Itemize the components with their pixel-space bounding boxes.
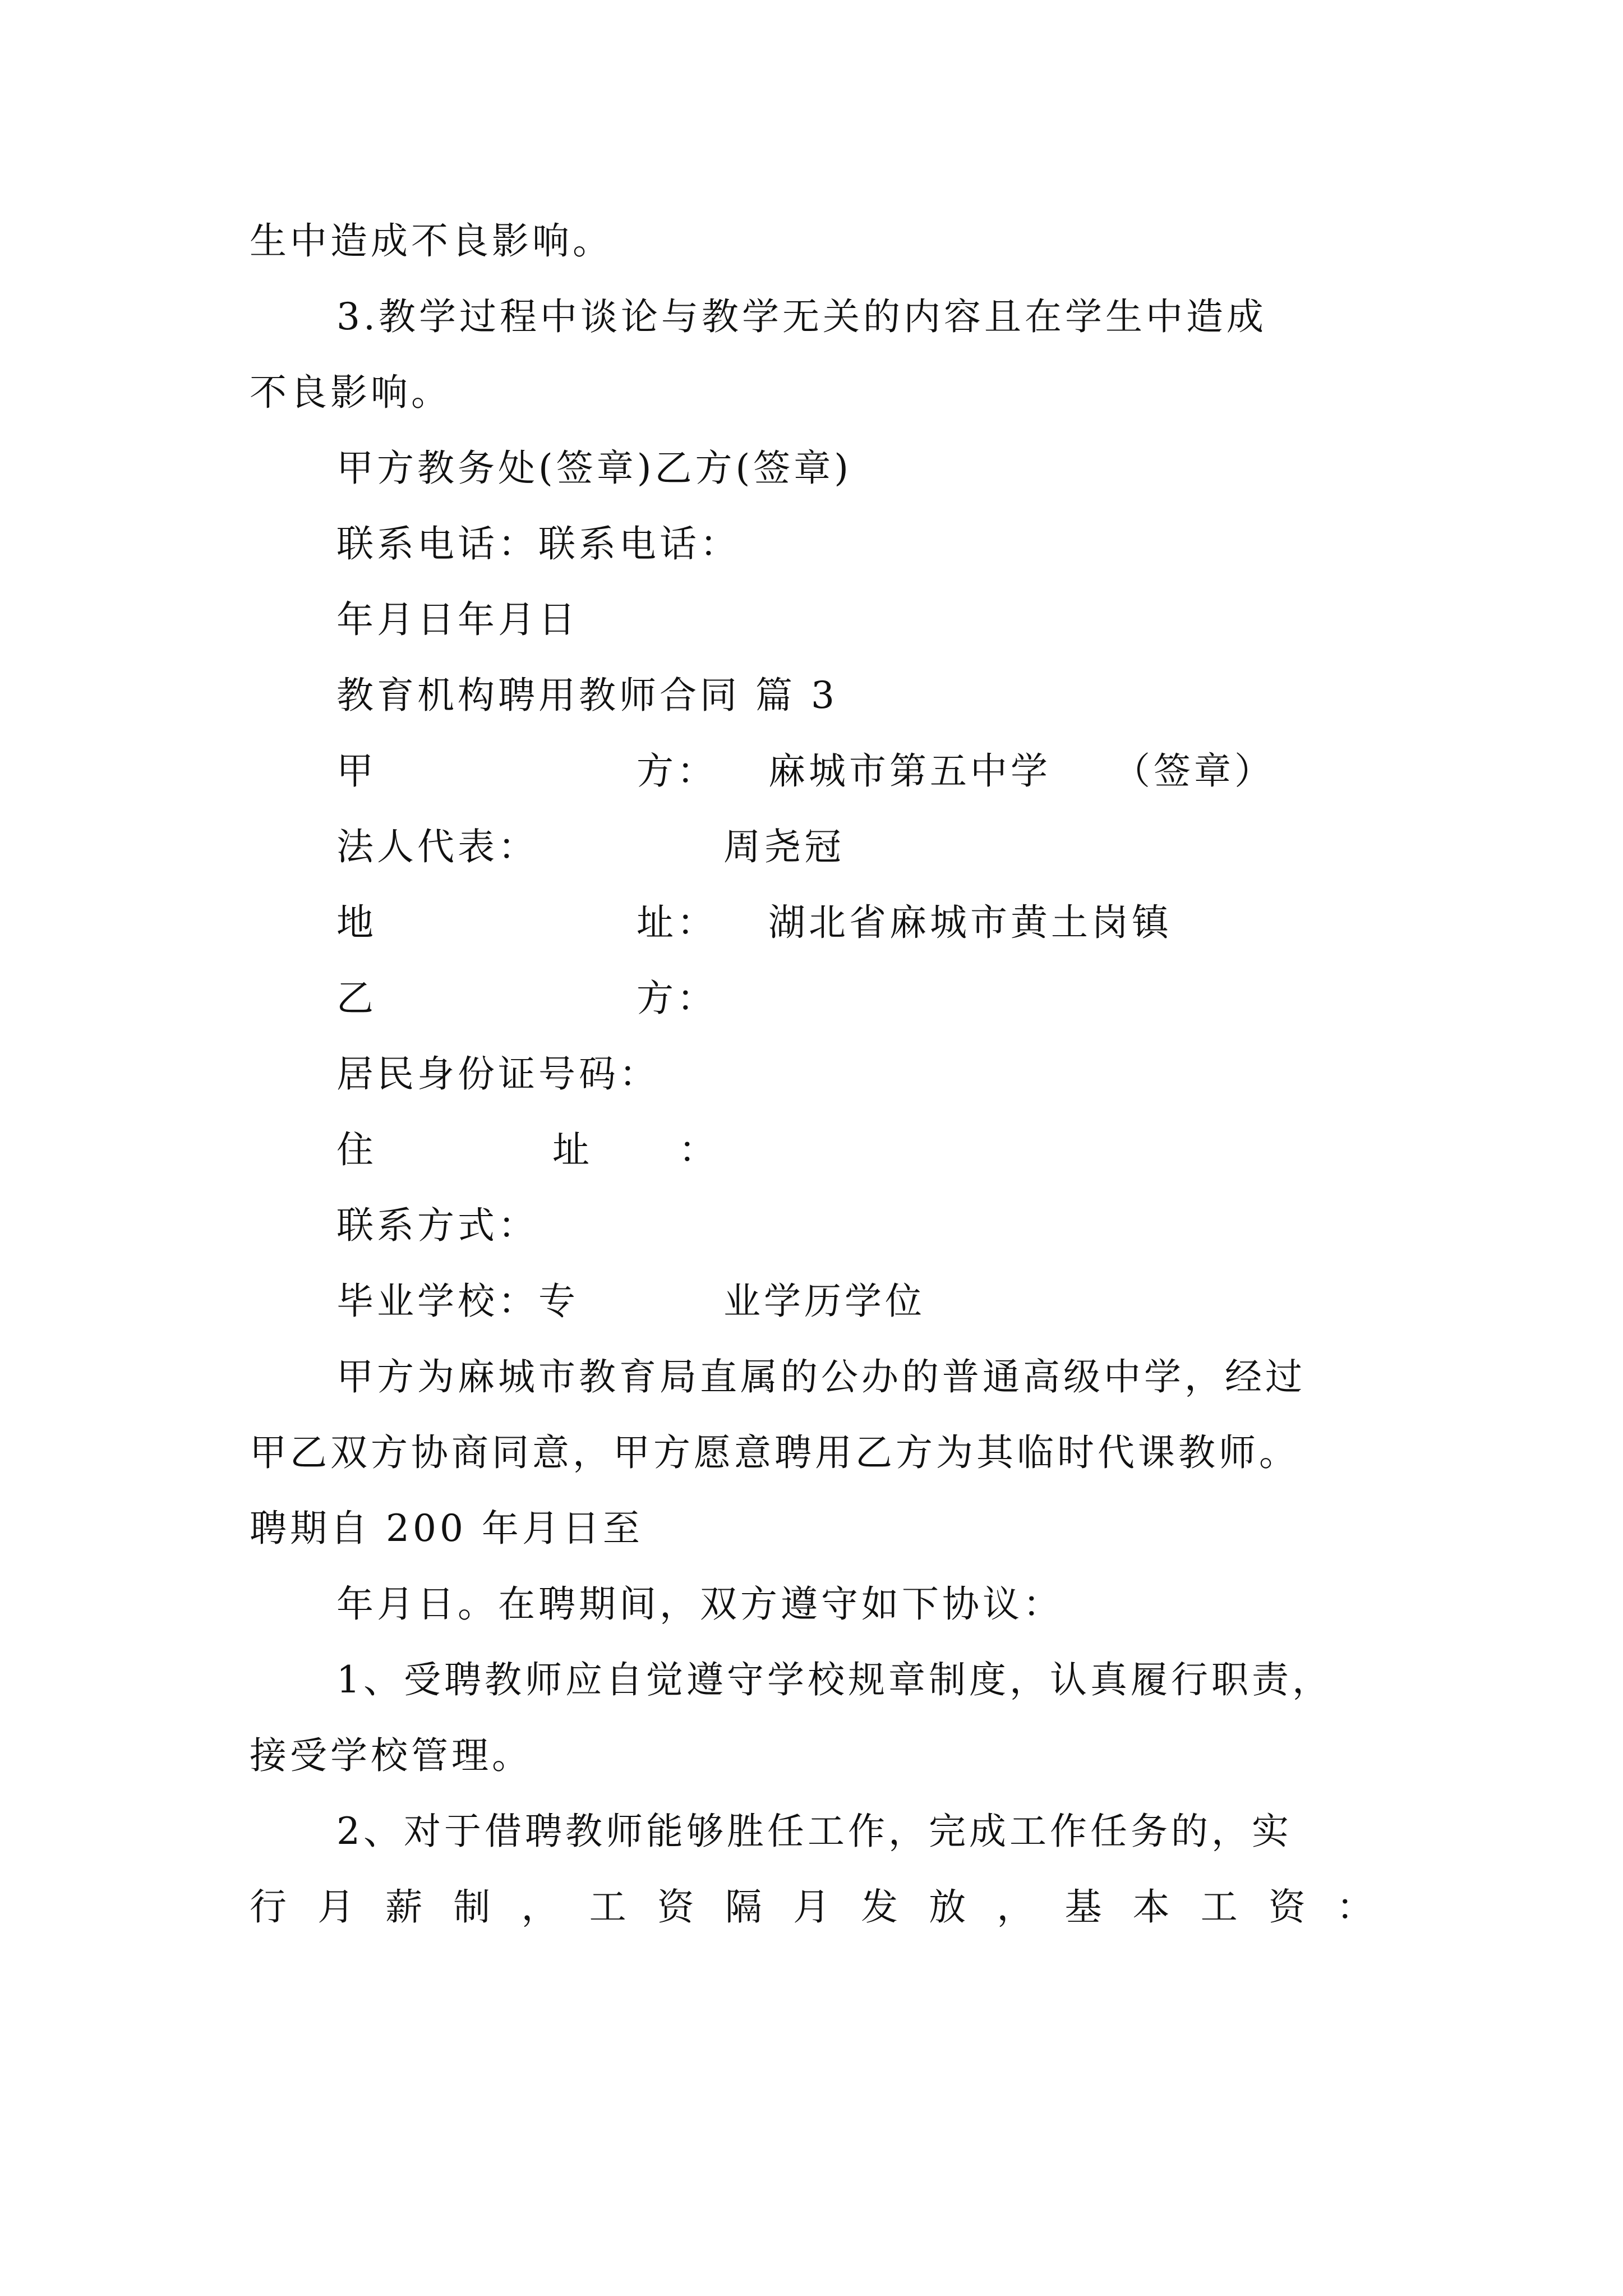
address-label: 址： [637,901,717,944]
paragraph-line: 聘期自 200 年月日至 [250,1507,643,1550]
list-item: 行月薪制，工资隔月发放，基本工资： [250,1885,1377,1929]
party-a-label: 方： [637,749,717,793]
party-a-value: 麻城市第五中学 [768,749,1051,793]
party-b-label: 方： [637,977,717,1020]
legal-rep-label: 法人代表： [336,825,538,868]
list-item: 1、受聘教师应自觉遵守学校规章制度，认真履行职责， [336,1658,1332,1701]
legal-rep-value: 周尧冠 [723,825,845,868]
paragraph-line: 甲方为麻城市教育局直属的公办的普通高级中学，经过 [336,1355,1306,1398]
list-item: 接受学校管理。 [250,1734,532,1777]
degree-label: 业学历学位 [723,1280,925,1323]
school-label: 毕业学校：专 [336,1280,579,1323]
party-a-label: 甲 [336,749,377,793]
id-number-label: 居民身份证号码： [336,1052,660,1096]
text-line: 甲方教务处(签章)乙方(签章) [336,447,852,490]
section-heading: 教育机构聘用教师合同 篇 3 [336,674,838,717]
list-item: 2、对于借聘教师能够胜任工作，完成工作任务的，实 [336,1810,1292,1853]
text-line: 生中造成不良影响。 [250,219,613,263]
text-line: 不良影响。 [250,371,451,414]
text-line: 年月日年月日 [336,598,579,641]
residence-label: 址 [552,1128,593,1171]
address-label: 地 [336,901,377,944]
residence-label: 住 [336,1128,377,1171]
text-line: 3.教学过程中谈论与教学无关的内容且在学生中造成 [336,295,1267,338]
paragraph-line: 甲乙双方协商同意，甲方愿意聘用乙方为其临时代课教师。 [250,1431,1299,1474]
address-value: 湖北省麻城市黄土岗镇 [768,901,1172,944]
text-line: 联系电话：联系电话： [336,522,740,565]
contact-label: 联系方式： [336,1204,538,1247]
party-b-label: 乙 [336,977,377,1020]
residence-label: ： [679,1128,719,1171]
paragraph-line: 年月日。在聘期间，双方遵守如下协议： [336,1582,1063,1626]
party-a-seal: （签章） [1113,749,1275,793]
